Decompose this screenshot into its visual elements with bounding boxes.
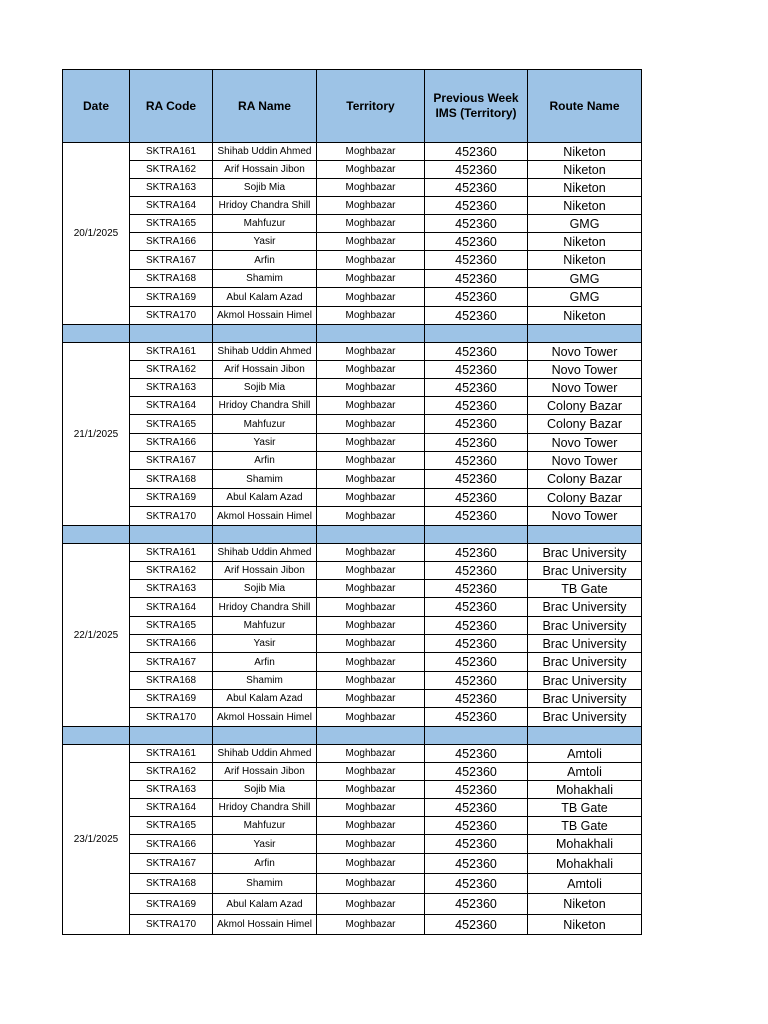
territory-cell: Moghbazar [317, 489, 425, 507]
route-name-cell: Colony Bazar [528, 470, 642, 489]
route-name-cell: Brac University [528, 562, 642, 580]
table-row [63, 817, 642, 835]
ra-name-cell: Sojib Mia [213, 781, 317, 799]
separator-cell [528, 526, 642, 544]
table-row [63, 361, 642, 379]
table-row [63, 251, 642, 270]
ra-code-cell: SKTRA164 [130, 397, 213, 415]
ra-name-cell: Akmol Hossain Himel [213, 915, 317, 935]
ra-code-cell: SKTRA168 [130, 470, 213, 489]
ra-code-cell: SKTRA163 [130, 580, 213, 598]
date-cell: 20/1/2025 [63, 143, 130, 325]
territory-cell: Moghbazar [317, 781, 425, 799]
route-name-cell: Niketon [528, 251, 642, 270]
ra-name-cell: Hridoy Chandra Shill [213, 397, 317, 415]
territory-cell: Moghbazar [317, 197, 425, 215]
ims-cell: 452360 [425, 598, 528, 617]
header-territory: Territory [317, 70, 425, 143]
table-row [63, 507, 642, 526]
date-cell: 21/1/2025 [63, 343, 130, 526]
ra-code-cell: SKTRA162 [130, 361, 213, 379]
ra-name-cell: Sojib Mia [213, 580, 317, 598]
territory-cell: Moghbazar [317, 799, 425, 817]
ra-code-cell: SKTRA169 [130, 690, 213, 708]
group-separator-row [63, 727, 642, 745]
territory-cell: Moghbazar [317, 434, 425, 452]
ra-name-cell: Sojib Mia [213, 179, 317, 197]
ims-cell: 452360 [425, 233, 528, 251]
ra-name-cell: Akmol Hossain Himel [213, 507, 317, 526]
ims-cell: 452360 [425, 915, 528, 935]
territory-cell: Moghbazar [317, 580, 425, 598]
ims-cell: 452360 [425, 415, 528, 434]
separator-cell [213, 325, 317, 343]
ims-cell: 452360 [425, 562, 528, 580]
ims-cell: 452360 [425, 307, 528, 325]
ims-cell: 452360 [425, 361, 528, 379]
route-name-cell: Novo Tower [528, 343, 642, 361]
ims-cell: 452360 [425, 544, 528, 562]
territory-cell: Moghbazar [317, 617, 425, 635]
ra-name-cell: Abul Kalam Azad [213, 288, 317, 307]
route-name-cell: Niketon [528, 233, 642, 251]
route-name-cell: Brac University [528, 653, 642, 672]
route-name-cell: Niketon [528, 161, 642, 179]
route-name-cell: Mohakhali [528, 781, 642, 799]
ra-name-cell: Arif Hossain Jibon [213, 562, 317, 580]
table-row [63, 270, 642, 288]
ims-cell: 452360 [425, 197, 528, 215]
ra-name-cell: Arfin [213, 452, 317, 470]
table-row [63, 854, 642, 874]
ra-code-cell: SKTRA164 [130, 598, 213, 617]
ra-name-cell: Akmol Hossain Himel [213, 307, 317, 325]
route-name-cell: Novo Tower [528, 379, 642, 397]
territory-cell: Moghbazar [317, 470, 425, 489]
separator-cell [425, 325, 528, 343]
ims-cell: 452360 [425, 580, 528, 598]
ra-name-cell: Arfin [213, 251, 317, 270]
ra-name-cell: Akmol Hossain Himel [213, 708, 317, 727]
ra-code-cell: SKTRA169 [130, 288, 213, 307]
ims-cell: 452360 [425, 470, 528, 489]
territory-cell: Moghbazar [317, 452, 425, 470]
table-row [63, 434, 642, 452]
ra-name-cell: Hridoy Chandra Shill [213, 197, 317, 215]
territory-cell: Moghbazar [317, 763, 425, 781]
table-row [63, 598, 642, 617]
ra-name-cell: Shihab Uddin Ahmed [213, 343, 317, 361]
ims-cell: 452360 [425, 690, 528, 708]
table-row [63, 179, 642, 197]
ra-code-cell: SKTRA166 [130, 635, 213, 653]
route-name-cell: Novo Tower [528, 452, 642, 470]
territory-cell: Moghbazar [317, 343, 425, 361]
territory-cell: Moghbazar [317, 653, 425, 672]
separator-cell [213, 526, 317, 544]
ra-code-cell: SKTRA169 [130, 489, 213, 507]
table-row [63, 233, 642, 251]
route-name-cell: Amtoli [528, 745, 642, 763]
table-row [63, 653, 642, 672]
territory-cell: Moghbazar [317, 745, 425, 763]
territory-cell: Moghbazar [317, 507, 425, 526]
territory-cell: Moghbazar [317, 544, 425, 562]
route-name-cell: Niketon [528, 915, 642, 935]
ra-code-cell: SKTRA161 [130, 343, 213, 361]
territory-cell: Moghbazar [317, 598, 425, 617]
territory-cell: Moghbazar [317, 288, 425, 307]
ra-code-cell: SKTRA167 [130, 653, 213, 672]
table-row [63, 161, 642, 179]
table-row [63, 489, 642, 507]
ra-name-cell: Sojib Mia [213, 379, 317, 397]
ra-code-cell: SKTRA170 [130, 307, 213, 325]
route-name-cell: TB Gate [528, 799, 642, 817]
table-row [63, 690, 642, 708]
ra-code-cell: SKTRA169 [130, 894, 213, 915]
separator-cell [317, 325, 425, 343]
ra-code-cell: SKTRA166 [130, 233, 213, 251]
table-row [63, 470, 642, 489]
route-name-cell: Mohakhali [528, 854, 642, 874]
ra-code-cell: SKTRA163 [130, 781, 213, 799]
ims-cell: 452360 [425, 817, 528, 835]
ra-code-cell: SKTRA166 [130, 434, 213, 452]
ra-name-cell: Shamim [213, 270, 317, 288]
territory-cell: Moghbazar [317, 817, 425, 835]
territory-cell: Moghbazar [317, 251, 425, 270]
route-plan-table [62, 69, 642, 935]
route-name-cell: Brac University [528, 672, 642, 690]
separator-cell [425, 526, 528, 544]
table-body [63, 143, 642, 935]
route-name-cell: Niketon [528, 179, 642, 197]
separator-cell [130, 727, 213, 745]
ra-code-cell: SKTRA161 [130, 745, 213, 763]
ra-name-cell: Yasir [213, 835, 317, 854]
route-name-cell: TB Gate [528, 580, 642, 598]
header-ims-line1: Previous Week [433, 91, 519, 105]
route-name-cell: Brac University [528, 544, 642, 562]
date-cell: 23/1/2025 [63, 745, 130, 935]
table-row [63, 799, 642, 817]
ims-cell: 452360 [425, 708, 528, 727]
group-separator-row [63, 526, 642, 544]
ra-code-cell: SKTRA165 [130, 215, 213, 233]
header-previous-week-ims [425, 70, 528, 143]
header-ims-line2: IMS (Territory) [435, 106, 517, 120]
ims-cell: 452360 [425, 781, 528, 799]
ra-code-cell: SKTRA170 [130, 915, 213, 935]
ims-cell: 452360 [425, 799, 528, 817]
route-name-cell: GMG [528, 288, 642, 307]
route-name-cell: TB Gate [528, 817, 642, 835]
ra-code-cell: SKTRA163 [130, 179, 213, 197]
separator-cell [130, 526, 213, 544]
ra-code-cell: SKTRA162 [130, 161, 213, 179]
ims-cell: 452360 [425, 143, 528, 161]
ra-code-cell: SKTRA170 [130, 507, 213, 526]
ims-cell: 452360 [425, 215, 528, 233]
table-row [63, 915, 642, 935]
territory-cell: Moghbazar [317, 233, 425, 251]
ra-name-cell: Abul Kalam Azad [213, 690, 317, 708]
ra-code-cell: SKTRA167 [130, 452, 213, 470]
table-row [63, 288, 642, 307]
separator-cell [528, 727, 642, 745]
ra-name-cell: Mahfuzur [213, 415, 317, 434]
territory-cell: Moghbazar [317, 854, 425, 874]
ra-code-cell: SKTRA168 [130, 874, 213, 894]
route-name-cell: Novo Tower [528, 434, 642, 452]
route-name-cell: Colony Bazar [528, 415, 642, 434]
route-name-cell: Amtoli [528, 763, 642, 781]
ims-cell: 452360 [425, 161, 528, 179]
territory-cell: Moghbazar [317, 179, 425, 197]
route-name-cell: GMG [528, 215, 642, 233]
ra-code-cell: SKTRA162 [130, 763, 213, 781]
ims-cell: 452360 [425, 653, 528, 672]
ra-name-cell: Hridoy Chandra Shill [213, 799, 317, 817]
table-row [63, 580, 642, 598]
route-name-cell: Novo Tower [528, 507, 642, 526]
table-row [63, 397, 642, 415]
territory-cell: Moghbazar [317, 215, 425, 233]
table-row [63, 617, 642, 635]
ra-name-cell: Yasir [213, 635, 317, 653]
ra-name-cell: Shamim [213, 874, 317, 894]
route-name-cell: Colony Bazar [528, 489, 642, 507]
ra-name-cell: Arif Hossain Jibon [213, 763, 317, 781]
territory-cell: Moghbazar [317, 874, 425, 894]
ra-name-cell: Shihab Uddin Ahmed [213, 745, 317, 763]
territory-cell: Moghbazar [317, 635, 425, 653]
table-row [63, 415, 642, 434]
separator-cell [63, 727, 130, 745]
table-row [63, 763, 642, 781]
ra-code-cell: SKTRA167 [130, 854, 213, 874]
ims-cell: 452360 [425, 874, 528, 894]
table-row [63, 745, 642, 763]
territory-cell: Moghbazar [317, 562, 425, 580]
header-date: Date [63, 70, 130, 143]
table-row [63, 452, 642, 470]
ims-cell: 452360 [425, 763, 528, 781]
group-separator-row [63, 325, 642, 343]
route-name-cell: Brac University [528, 598, 642, 617]
ims-cell: 452360 [425, 617, 528, 635]
separator-cell [63, 526, 130, 544]
ra-code-cell: SKTRA161 [130, 544, 213, 562]
separator-cell [130, 325, 213, 343]
table-row [63, 197, 642, 215]
ra-name-cell: Shamim [213, 470, 317, 489]
ims-cell: 452360 [425, 251, 528, 270]
ra-code-cell: SKTRA166 [130, 835, 213, 854]
ims-cell: 452360 [425, 434, 528, 452]
table-row [63, 215, 642, 233]
table-row [63, 835, 642, 854]
ra-code-cell: SKTRA163 [130, 379, 213, 397]
ra-code-cell: SKTRA165 [130, 415, 213, 434]
ims-cell: 452360 [425, 672, 528, 690]
header-ra-name: RA Name [213, 70, 317, 143]
territory-cell: Moghbazar [317, 690, 425, 708]
ra-code-cell: SKTRA168 [130, 672, 213, 690]
territory-cell: Moghbazar [317, 915, 425, 935]
territory-cell: Moghbazar [317, 672, 425, 690]
ims-cell: 452360 [425, 397, 528, 415]
ims-cell: 452360 [425, 507, 528, 526]
ra-name-cell: Mahfuzur [213, 215, 317, 233]
separator-cell [213, 727, 317, 745]
territory-cell: Moghbazar [317, 307, 425, 325]
route-name-cell: Brac University [528, 635, 642, 653]
territory-cell: Moghbazar [317, 270, 425, 288]
ra-name-cell: Yasir [213, 434, 317, 452]
table-row [63, 781, 642, 799]
ims-cell: 452360 [425, 835, 528, 854]
route-name-cell: Niketon [528, 894, 642, 915]
route-name-cell: Colony Bazar [528, 397, 642, 415]
separator-cell [425, 727, 528, 745]
date-cell: 22/1/2025 [63, 544, 130, 727]
table-row [63, 635, 642, 653]
ims-cell: 452360 [425, 179, 528, 197]
ra-name-cell: Shihab Uddin Ahmed [213, 143, 317, 161]
table-row [63, 143, 642, 161]
route-name-cell: Mohakhali [528, 835, 642, 854]
ra-code-cell: SKTRA168 [130, 270, 213, 288]
territory-cell: Moghbazar [317, 708, 425, 727]
route-name-cell: Niketon [528, 143, 642, 161]
territory-cell: Moghbazar [317, 379, 425, 397]
ra-code-cell: SKTRA164 [130, 799, 213, 817]
separator-cell [63, 325, 130, 343]
ra-name-cell: Arif Hossain Jibon [213, 361, 317, 379]
table-row [63, 343, 642, 361]
ims-cell: 452360 [425, 288, 528, 307]
ims-cell: 452360 [425, 379, 528, 397]
territory-cell: Moghbazar [317, 143, 425, 161]
table-row [63, 379, 642, 397]
ra-code-cell: SKTRA165 [130, 817, 213, 835]
ims-cell: 452360 [425, 489, 528, 507]
route-name-cell: Brac University [528, 708, 642, 727]
territory-cell: Moghbazar [317, 415, 425, 434]
ra-name-cell: Arfin [213, 854, 317, 874]
separator-cell [317, 727, 425, 745]
territory-cell: Moghbazar [317, 161, 425, 179]
ims-cell: 452360 [425, 343, 528, 361]
table-row [63, 544, 642, 562]
ims-cell: 452360 [425, 635, 528, 653]
territory-cell: Moghbazar [317, 361, 425, 379]
ims-cell: 452360 [425, 270, 528, 288]
header-ra-code: RA Code [130, 70, 213, 143]
ims-cell: 452360 [425, 894, 528, 915]
route-name-cell: GMG [528, 270, 642, 288]
route-name-cell: Niketon [528, 197, 642, 215]
ra-code-cell: SKTRA165 [130, 617, 213, 635]
table-row [63, 874, 642, 894]
ra-code-cell: SKTRA161 [130, 143, 213, 161]
ims-cell: 452360 [425, 854, 528, 874]
ra-name-cell: Arfin [213, 653, 317, 672]
territory-cell: Moghbazar [317, 397, 425, 415]
table-row [63, 562, 642, 580]
route-name-cell: Brac University [528, 690, 642, 708]
header-route-name: Route Name [528, 70, 642, 143]
ra-name-cell: Hridoy Chandra Shill [213, 598, 317, 617]
ra-name-cell: Shihab Uddin Ahmed [213, 544, 317, 562]
route-name-cell: Novo Tower [528, 361, 642, 379]
ra-name-cell: Abul Kalam Azad [213, 894, 317, 915]
ims-cell: 452360 [425, 452, 528, 470]
header-row [63, 70, 642, 143]
ra-name-cell: Shamim [213, 672, 317, 690]
table-row [63, 672, 642, 690]
separator-cell [317, 526, 425, 544]
territory-cell: Moghbazar [317, 894, 425, 915]
ims-cell: 452360 [425, 745, 528, 763]
ra-name-cell: Arif Hossain Jibon [213, 161, 317, 179]
ra-name-cell: Mahfuzur [213, 617, 317, 635]
ra-code-cell: SKTRA162 [130, 562, 213, 580]
ra-code-cell: SKTRA170 [130, 708, 213, 727]
route-name-cell: Brac University [528, 617, 642, 635]
territory-cell: Moghbazar [317, 835, 425, 854]
table-row [63, 708, 642, 727]
separator-cell [528, 325, 642, 343]
ra-code-cell: SKTRA167 [130, 251, 213, 270]
ra-code-cell: SKTRA164 [130, 197, 213, 215]
ra-name-cell: Yasir [213, 233, 317, 251]
ra-name-cell: Mahfuzur [213, 817, 317, 835]
route-name-cell: Niketon [528, 307, 642, 325]
table-row [63, 307, 642, 325]
ra-name-cell: Abul Kalam Azad [213, 489, 317, 507]
route-name-cell: Amtoli [528, 874, 642, 894]
table-row [63, 894, 642, 915]
